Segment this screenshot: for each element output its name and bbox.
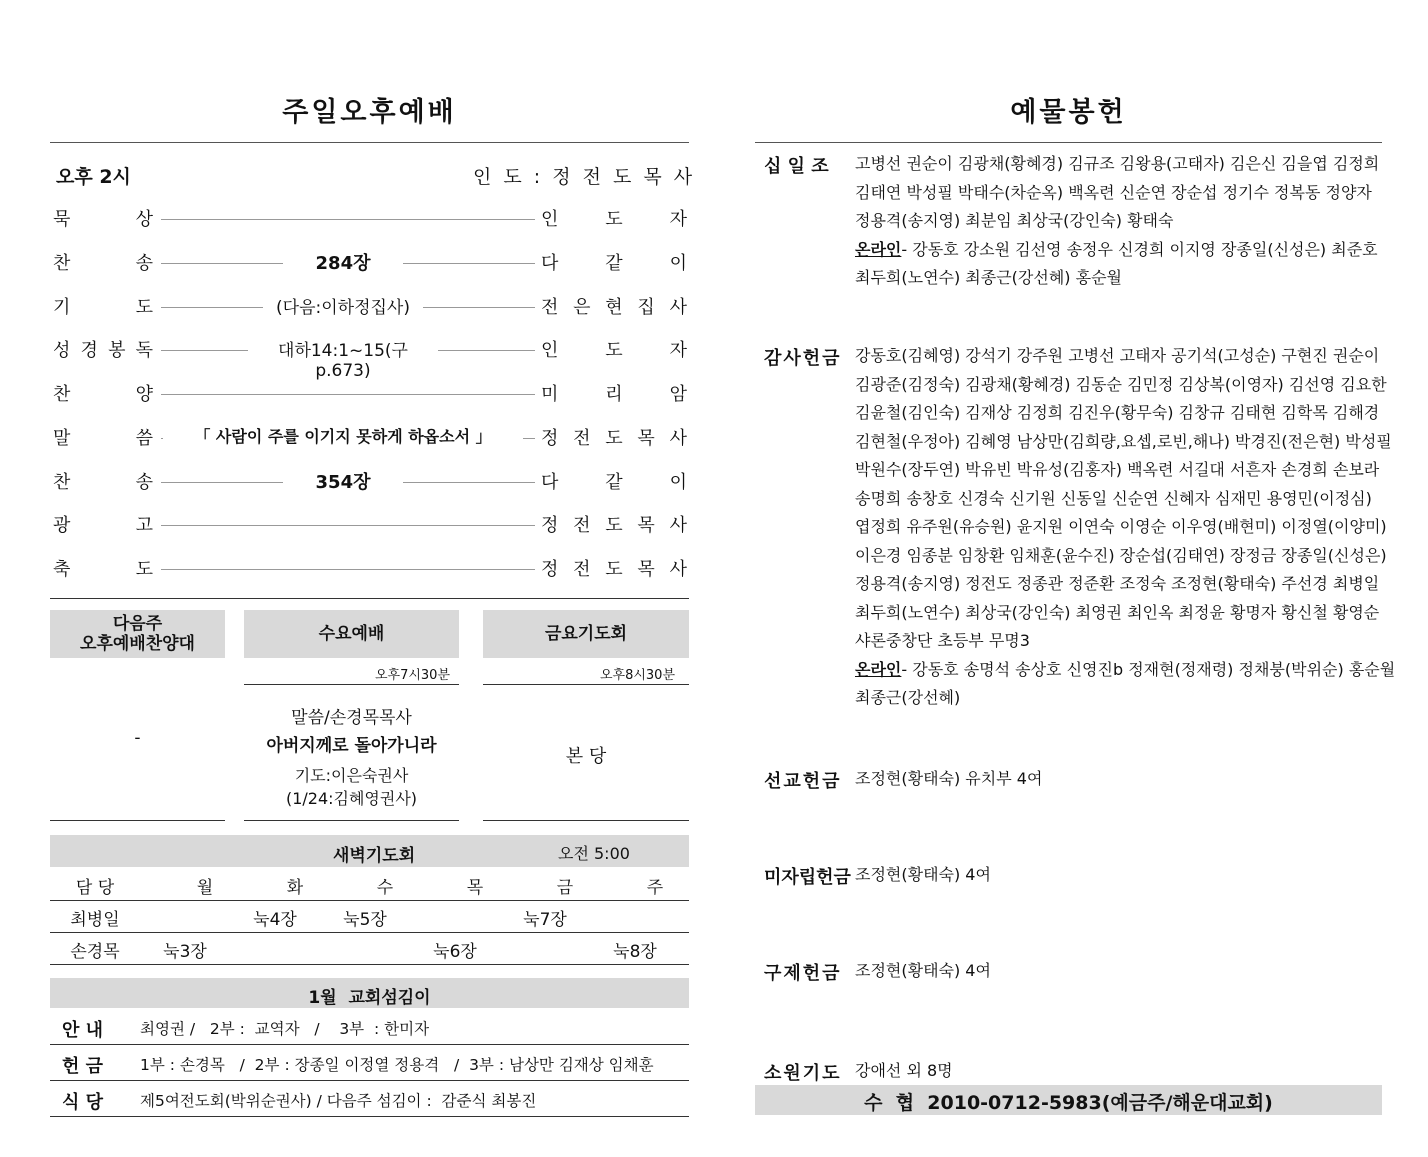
offering-line: 온라인- 강동호 강소원 김선영 송정우 신경희 이지영 장종일(신성은) 최준호 xyxy=(855,239,1378,259)
leader-line xyxy=(161,219,535,220)
order-person: 인 도 자 xyxy=(541,209,687,230)
order-label: 축 도 xyxy=(53,559,153,580)
dawn-reading: 눅3장 xyxy=(163,942,207,962)
leader-line xyxy=(438,350,535,351)
dawn-time: 오전 5:00 xyxy=(558,844,630,863)
offering-title: 예물봉헌 xyxy=(1010,97,1127,128)
leader-line xyxy=(161,438,163,439)
divider xyxy=(50,964,689,965)
order-label: 기 도 xyxy=(53,297,153,318)
service-role: 식 당 xyxy=(62,1092,104,1113)
offering-line: 온라인- 강동호 송명석 송상호 신영진b 정재현(정재령) 정채붕(박위순) 홍순월 xyxy=(855,659,1396,679)
table-cell: 수 xyxy=(376,878,394,898)
leader-line xyxy=(161,350,248,351)
friday-header: 금요기도회 xyxy=(483,610,689,658)
order-item: 「 사람이 주를 이기지 못하게 하옵소서 」 xyxy=(194,427,492,446)
offering-line: 김태연 박성필 박태수(차순옥) 백옥련 신순연 장순섭 정기수 정복동 정양자 xyxy=(855,182,1372,202)
offering-line: 고병선 권순이 김광채(황혜경) 김규조 김왕용(고태자) 김은신 김을엽 김정희 xyxy=(855,154,1380,173)
offering-line: 김현철(우정아) 김혜영 남상만(김희량,요셉,로빈,해나) 박경진(전은현) 박성필 xyxy=(855,431,1392,451)
worship-title: 주일오후예배 xyxy=(282,97,457,128)
offering-line: 조정현(황태숙) 4여 xyxy=(855,865,991,884)
wednesday-speaker: 말씀/손경목목사 xyxy=(291,708,412,728)
order-person: 정 전 도 목 사 xyxy=(541,559,687,580)
order-row xyxy=(53,511,687,541)
service-title: 1월 교회섬김이 xyxy=(308,988,431,1008)
order-item: 354장 xyxy=(315,472,371,493)
dawn-name: 손경목 xyxy=(70,942,120,962)
leader-line xyxy=(161,525,535,526)
service-names: 1부 : 손경목 / 2부 : 장종일 이정열 정용격 / 3부 : 남상만 김재상 임채훈 xyxy=(140,1056,654,1074)
table-cell: 담 당 xyxy=(75,878,115,898)
divider xyxy=(50,1080,689,1081)
wednesday-prayer-next: (1/24:김혜영권사) xyxy=(285,789,418,808)
dawn-reading: 눅8장 xyxy=(613,942,657,962)
order-row xyxy=(53,555,687,585)
divider xyxy=(244,820,459,821)
dawn-reading: 눅7장 xyxy=(523,910,567,930)
service-role: 헌 금 xyxy=(62,1056,104,1077)
dawn-title: 새벽기도회 xyxy=(333,846,416,866)
table-cell: 주 xyxy=(646,878,664,898)
dawn-reading: 눅6장 xyxy=(433,942,477,962)
order-row xyxy=(53,424,687,454)
order-row xyxy=(53,293,687,323)
order-item: (다음:이하정집사) xyxy=(276,298,410,318)
leader-line xyxy=(161,307,263,308)
leader-line xyxy=(423,307,535,308)
dawn-header-row xyxy=(50,869,689,901)
leader-line xyxy=(523,438,535,439)
offering-line: 박원수(장두연) 박유빈 박유성(김홍자) 백옥련 서길대 서흔자 손경희 손보라 xyxy=(855,460,1380,479)
order-label: 성 경 봉 독 xyxy=(53,340,153,361)
order-row xyxy=(53,380,687,410)
dawn-row xyxy=(50,933,689,965)
divider xyxy=(755,142,1382,143)
offering-line: 강동호(김혜영) 강석기 강주원 고병선 고태자 공기석(고성순) 구현진 권순이 xyxy=(855,346,1380,365)
leader-line xyxy=(403,263,535,264)
order-person: 다 같 이 xyxy=(541,253,687,274)
offering-line: 송명희 송창호 신경숙 신기원 신동일 신순연 신혜자 심재민 용영민(이정심) xyxy=(855,488,1372,508)
divider xyxy=(244,684,459,685)
fri-time: 오후8시30분 xyxy=(599,668,675,683)
order-item: 대하14:1~15(구p.673) xyxy=(278,341,408,381)
offering-label: 감사헌금 xyxy=(764,348,842,369)
divider xyxy=(50,1044,689,1045)
offering-line: 조정현(황태숙) 4여 xyxy=(855,961,991,980)
order-label: 찬 송 xyxy=(53,472,153,493)
divider xyxy=(50,820,225,821)
table-cell: 화 xyxy=(286,878,304,898)
offering-line: 이은경 임종분 임창환 임채훈(윤수진) 장순섭(김태연) 장정금 장종일(신성은) xyxy=(855,545,1387,565)
dawn-row xyxy=(50,901,689,933)
order-row xyxy=(53,205,687,235)
offering-label: 소원기도 xyxy=(764,1063,842,1084)
offering-line: 강애선 외 8명 xyxy=(855,1061,953,1080)
leader-line xyxy=(161,394,535,395)
next-choir-header: 다음주 오후예배찬양대 xyxy=(50,610,225,658)
offering-line: 김윤철(김인숙) 김재상 김정희 김진우(황무숙) 김창규 김태현 김학목 김해경 xyxy=(855,403,1380,422)
table-cell: 월 xyxy=(196,878,214,898)
order-label: 묵 상 xyxy=(53,209,153,230)
offering-line: 정용격(송지영) 정전도 정종관 정준환 조정숙 조정현(황태숙) 주선경 최병일 xyxy=(855,574,1380,593)
divider xyxy=(50,1116,689,1117)
order-label: 말 씀 xyxy=(53,428,153,449)
offering-names xyxy=(855,765,1375,794)
offering-label: 구제헌금 xyxy=(764,963,842,984)
leader-line xyxy=(403,482,535,483)
order-label: 찬 송 xyxy=(53,253,153,274)
offering-names xyxy=(855,861,1375,890)
offering-label: 십 일 조 xyxy=(764,156,829,177)
offering-names xyxy=(855,1057,1375,1086)
table-cell: 목 xyxy=(466,878,484,898)
offering-line: 최두희(노연수) 최상국(강인숙) 최영권 최인옥 최정윤 황명자 황신철 황영순 xyxy=(855,602,1380,622)
order-row xyxy=(53,249,687,279)
order-person: 정 전 도 목 사 xyxy=(541,515,687,536)
service-time: 오후 2시 xyxy=(56,166,131,188)
order-person: 전 은 현 집 사 xyxy=(541,297,687,318)
online-label: 온라인 xyxy=(855,659,902,679)
wednesday-sermon: 아버지께로 돌아가니라 xyxy=(266,736,437,756)
offering-line: 조정현(황태숙) 유치부 4여 xyxy=(855,769,1043,788)
order-row xyxy=(53,468,687,498)
offering-line: 엽정희 유주원(유승원) 윤지원 이연숙 이영순 이우영(배현미) 이정열(이양미) xyxy=(855,517,1387,536)
offering-line: 김광준(김정숙) 김광채(황혜경) 김동순 김민정 김상복(이영자) 김선영 김요한 xyxy=(855,374,1387,394)
order-label: 광 고 xyxy=(53,515,153,536)
wednesday-time: 오후7시30분 xyxy=(374,668,450,683)
leader-line xyxy=(161,482,283,483)
service-names: 제5여전도회(박위순권사) / 다음주 섬김이 : 감준식 최봉진 xyxy=(140,1092,537,1110)
wednesday-header: 수요예배 xyxy=(244,610,459,658)
divider xyxy=(483,684,689,685)
offering-line: 정용격(송지영) 최분임 최상국(강인숙) 황태숙 xyxy=(855,211,1174,230)
order-person: 인 도 자 xyxy=(541,340,687,361)
order-item: 284장 xyxy=(315,253,371,274)
order-label: 찬 양 xyxy=(53,384,153,405)
leader-line xyxy=(161,569,535,570)
wednesday-prayer: 기도:이은숙권사 xyxy=(294,766,409,785)
offering-names xyxy=(855,957,1375,986)
dawn-name: 최병일 xyxy=(70,910,120,930)
offering-label: 미자립헌금 xyxy=(764,867,851,888)
service-names: 최영권 / 2부 : 교역자 / 3부 : 한미자 xyxy=(140,1020,430,1038)
next-choir-value: - xyxy=(134,728,141,748)
leader-line xyxy=(161,263,283,264)
order-person: 정 전 도 목 사 xyxy=(541,428,687,449)
friday-place: 본 당 xyxy=(565,746,607,767)
dawn-reading: 눅4장 xyxy=(253,910,297,930)
offering-label: 선교헌금 xyxy=(764,771,842,792)
divider xyxy=(50,142,689,143)
service-role: 안 내 xyxy=(62,1020,104,1041)
dawn-reading: 눅5장 xyxy=(343,910,387,930)
offering-names xyxy=(855,342,1396,713)
order-person: 다 같 이 xyxy=(541,472,687,493)
order-row xyxy=(53,336,687,381)
offering-line: 최종근(강선혜) xyxy=(855,688,961,707)
offering-names xyxy=(855,150,1380,293)
online-label: 온라인 xyxy=(855,239,902,259)
table-cell: 금 xyxy=(556,878,574,898)
account-number: 수 협 2010-0712-5983(예금주/해운대교회) xyxy=(864,1092,1273,1114)
service-leader: 인 도 : 정 전 도 목 사 xyxy=(473,166,696,188)
divider xyxy=(483,820,689,821)
offering-line: 샤론중창단 초등부 무명3 xyxy=(855,631,1030,650)
offering-line: 최두희(노연수) 최종근(강선혜) 홍순월 xyxy=(855,268,1122,287)
order-person: 미 리 암 xyxy=(541,384,687,405)
divider xyxy=(50,598,689,599)
